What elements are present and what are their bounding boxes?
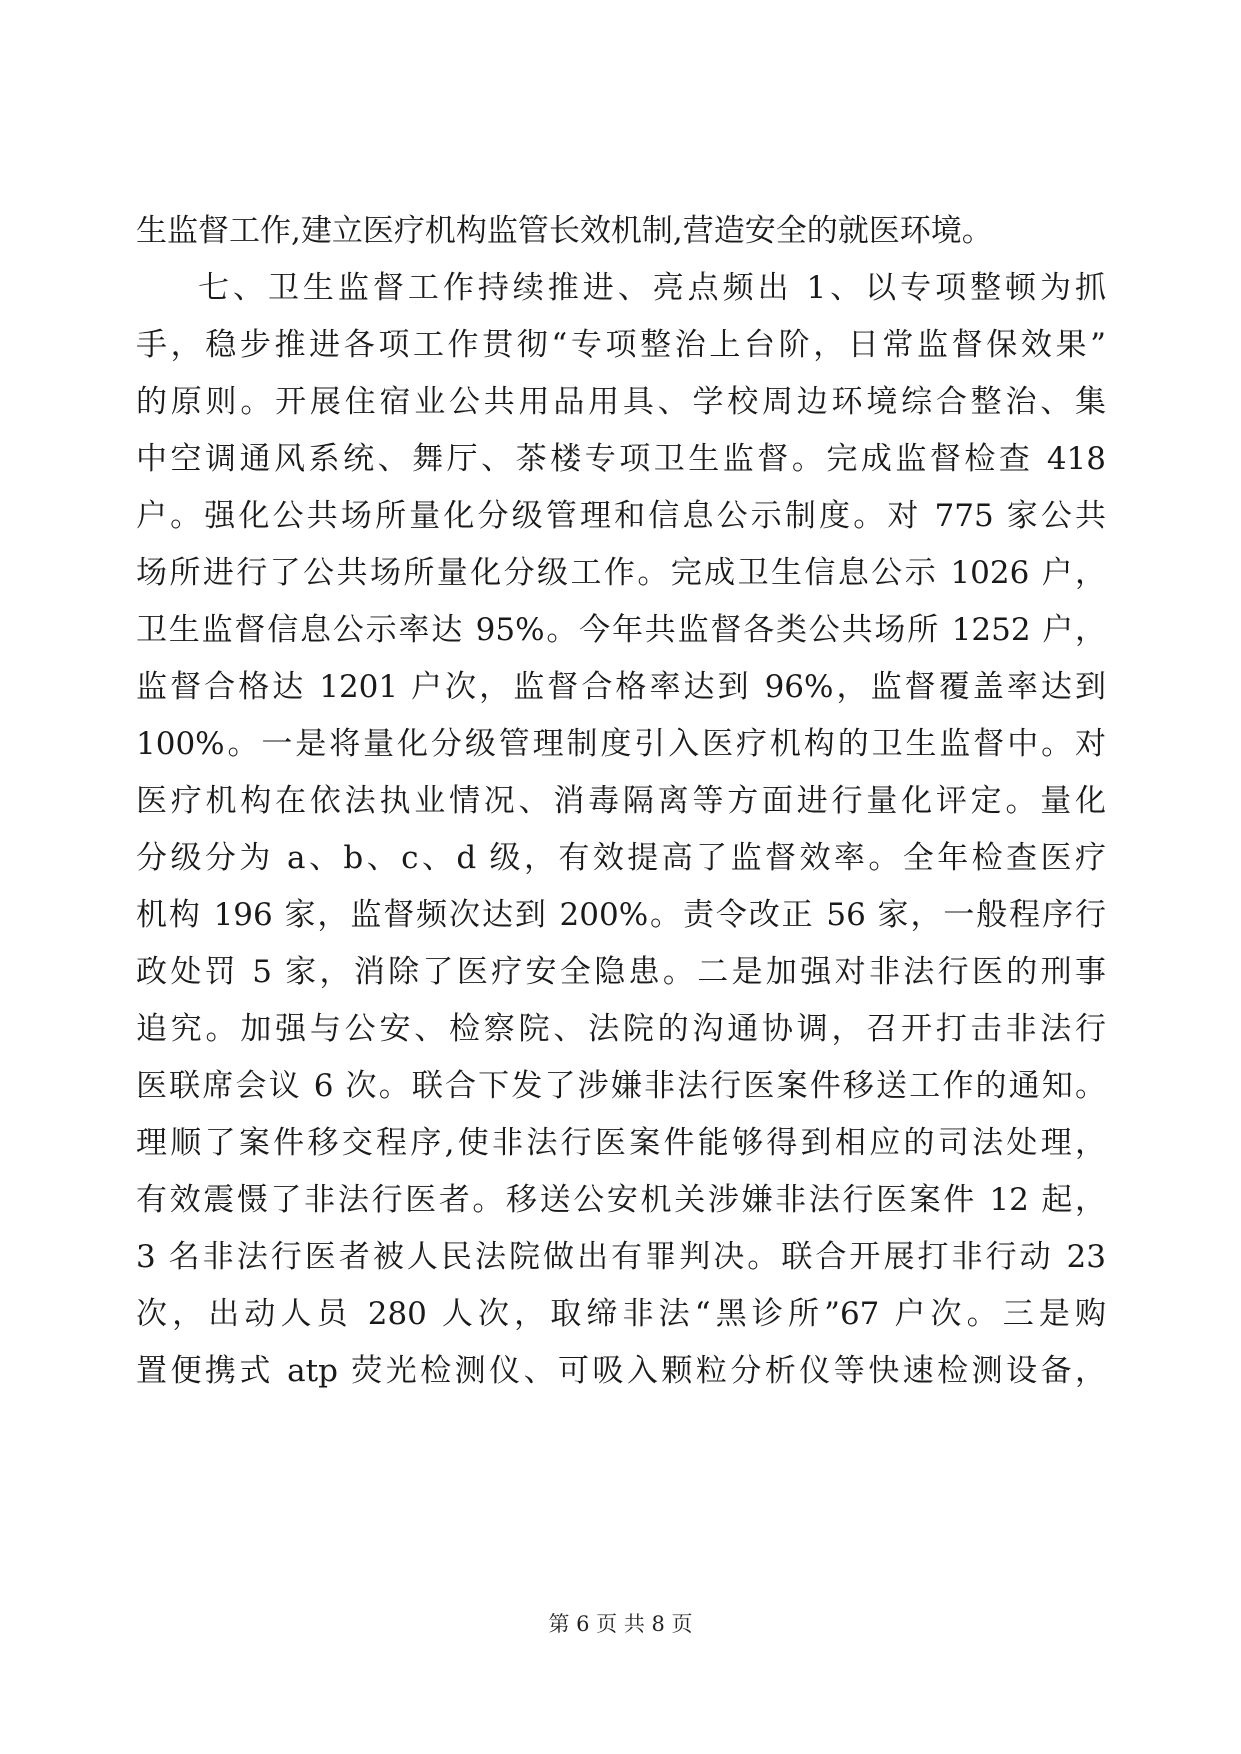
body-line-6: 户。强化公共场所量化分级管理和信息公示制度。对 775 家公共 bbox=[136, 498, 1106, 534]
body-line-5: 中空调通风系统、舞厅、茶楼专项卫生监督。完成监督检查 418 bbox=[136, 441, 1106, 477]
body-line-13: 机构 196 家，监督频次达到 200%。责令改正 56 家，一般程序行 bbox=[136, 897, 1106, 933]
body-line-8: 卫生监督信息公示率达 95%。今年共监督各类公共场所 1252 户， bbox=[136, 612, 1106, 648]
body-line-15: 追究。加强与公安、检察院、法院的沟通协调，召开打击非法行 bbox=[136, 1011, 1106, 1047]
body-line-11: 医疗机构在依法执业情况、消毒隔离等方面进行量化评定。量化 bbox=[136, 783, 1106, 819]
body-line-20: 次，出动人员 280 人次，取缔非法“黑诊所”67 户次。三是购 bbox=[136, 1296, 1106, 1332]
body-line-2: 七、卫生监督工作持续推进、亮点频出 1、以专项整顿为抓 bbox=[198, 270, 1106, 306]
body-line-18: 有效震慑了非法行医者。移送公安机关涉嫌非法行医案件 12 起， bbox=[136, 1182, 1106, 1218]
body-line-4: 的原则。开展住宿业公共用品用具、学校周边环境综合整治、集 bbox=[136, 384, 1106, 420]
body-line-19: 3 名非法行医者被人民法院做出有罪判决。联合开展打非行动 23 bbox=[136, 1239, 1106, 1275]
body-line-16: 医联席会议 6 次。联合下发了涉嫌非法行医案件移送工作的通知。 bbox=[136, 1068, 1106, 1104]
body-line-14: 政处罚 5 家，消除了医疗安全隐患。二是加强对非法行医的刑事 bbox=[136, 954, 1106, 990]
body-line-1: 生监督工作,建立医疗机构监管长效机制,营造安全的就医环境。 bbox=[136, 213, 993, 249]
body-line-10: 100%。一是将量化分级管理制度引入医疗机构的卫生监督中。对 bbox=[136, 726, 1106, 762]
body-line-9: 监督合格达 1201 户次，监督合格率达到 96%，监督覆盖率达到 bbox=[136, 669, 1106, 705]
page-number-footer: 第 6 页 共 8 页 bbox=[548, 1612, 693, 1636]
body-line-21: 置便携式 atp 荧光检测仪、可吸入颗粒分析仪等快速检测设备， bbox=[136, 1353, 1106, 1389]
body-line-7: 场所进行了公共场所量化分级工作。完成卫生信息公示 1026 户， bbox=[136, 555, 1106, 591]
body-line-12: 分级分为 a、b、c、d 级，有效提高了监督效率。全年检查医疗 bbox=[136, 840, 1106, 876]
body-line-17: 理顺了案件移交程序,使非法行医案件能够得到相应的司法处理， bbox=[136, 1125, 1106, 1161]
body-line-3: 手，稳步推进各项工作贯彻“专项整治上台阶，日常监督保效果” bbox=[136, 327, 1106, 363]
